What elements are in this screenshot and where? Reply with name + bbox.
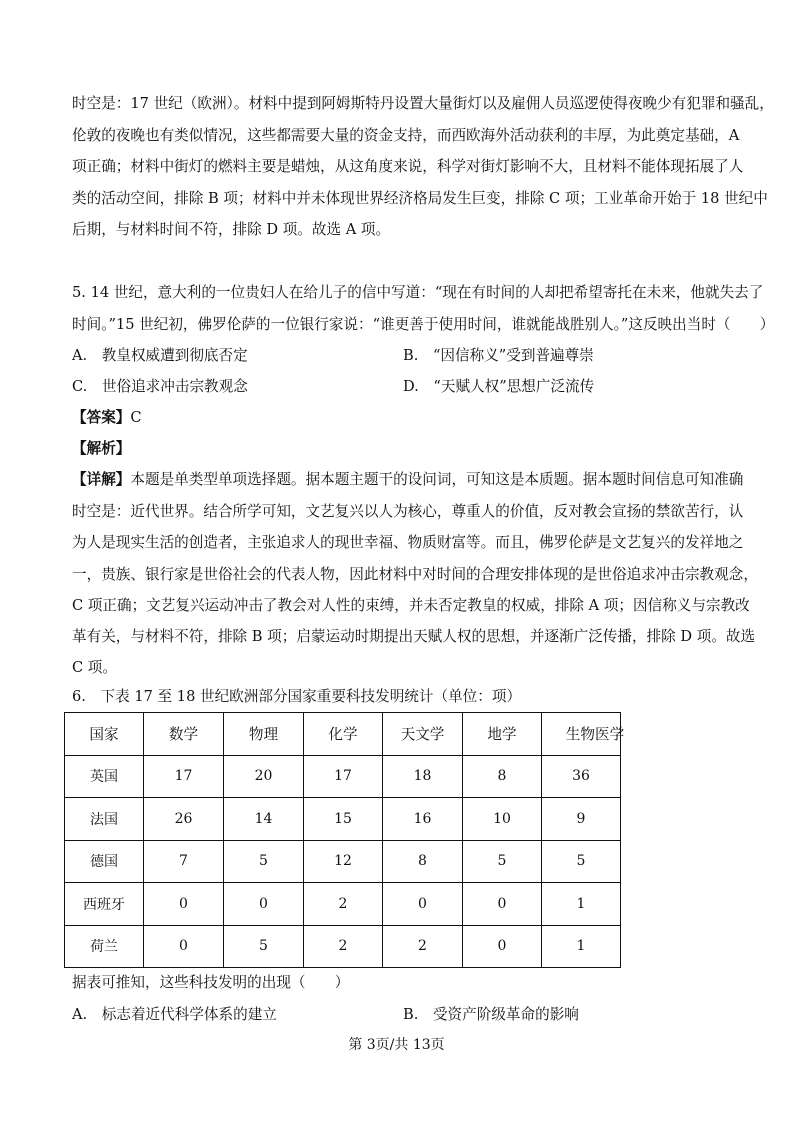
value-cell: 16 (383, 798, 463, 841)
q5-detail-line: C 项。 (72, 659, 117, 676)
q5-detail-line: 一，贵族、银行家是世俗社会的代表人物，因此材料中对时间的合理安排体现的是世俗追求冲击宗教观念， (72, 566, 758, 583)
q6-stem: 6. 下表 17 至 18 世纪欧洲部分国家重要科技发明统计（单位：项） (72, 688, 522, 705)
analysis-label: 【解析】 (72, 440, 131, 457)
q5-answer (72, 409, 142, 427)
table-row (65, 798, 621, 841)
value-cell: 14 (224, 798, 304, 841)
value-cell: 0 (463, 883, 542, 926)
header-cell (542, 713, 625, 756)
table-row (65, 925, 621, 968)
value-cell: 8 (463, 755, 542, 798)
answer-value: C (130, 409, 142, 426)
q5-stem-line: 5. 14 世纪，意大利的一位贵妇人在给儿子的信中写道：“现在有时间的人却把希望寄托在未来，他就失去了 (72, 284, 764, 301)
invention-stats-table (64, 712, 625, 968)
value-cell: 12 (304, 840, 383, 883)
value-cell: 0 (144, 925, 224, 968)
answer-label: 【答案】 (72, 409, 131, 426)
q5-detail-line (72, 471, 743, 489)
table-row (65, 883, 621, 926)
value-cell: 7 (144, 840, 224, 883)
header-cell: 化学 (304, 713, 383, 756)
table-row (65, 755, 621, 798)
detail-label: 【详解】 (72, 471, 131, 488)
country-cell: 英国 (65, 755, 144, 798)
q5-option-b: B. “因信称义”受到普遍尊崇 (403, 347, 594, 364)
header-cell: 物理 (224, 713, 304, 756)
table-header-row (65, 713, 621, 756)
page-footer: 第 3页/共 13页 (348, 1037, 445, 1053)
q6-question: 据表可推知，这些科技发明的出现（ ） (72, 974, 350, 991)
value-cell: 0 (224, 883, 304, 926)
header-cell: 国家 (65, 713, 144, 756)
value-cell: 20 (224, 755, 304, 798)
value-cell: 5 (224, 840, 304, 883)
q5-analysis-label (72, 440, 130, 458)
q5-stem-line: 时间。”15 世纪初，佛罗伦萨的一位银行家说：“谁更善于使用时间，谁就能战胜别人。”这反映出当时（ ） (72, 316, 775, 333)
detail-text: 本题是单类型单项选择题。据本题主题干的设问词，可知这是本质题。据本题时间信息可知准确 (130, 471, 744, 488)
value-cell: 18 (383, 755, 463, 798)
prev-analysis-line: 时空是：17 世纪（欧洲）。材料中提到阿姆斯特丹设置大量街灯以及雇佣人员巡逻使得夜晚少有犯罪和骚乱， (72, 95, 774, 112)
value-cell: 0 (463, 925, 542, 968)
header-cell-text: 生物医学 (565, 726, 625, 744)
q6-option-b: B. 受资产阶级革命的影响 (403, 1006, 579, 1023)
q5-detail-line: 时空是：近代世界。结合所学可知，文艺复兴以人为核心，尊重人的价值，反对教会宣扬的禁欲苦行，认 (72, 503, 744, 520)
value-cell: 10 (463, 798, 542, 841)
country-cell: 法国 (65, 798, 144, 841)
value-cell: 0 (144, 883, 224, 926)
q5-detail-line: 为人是现实生活的创造者，主张追求人的现世幸福、物质财富等。而且，佛罗伦萨是文艺复兴的发祥地之 (72, 534, 744, 551)
table-row (65, 840, 621, 883)
value-cell: 17 (304, 755, 383, 798)
value-cell: 1 (542, 883, 621, 926)
prev-analysis-line: 伦敦的夜晚也有类似情况，这些都需要大量的资金支持，而西欧海外活动获利的丰厚，为此奠定基础，A (72, 127, 740, 144)
q5-detail-line: C 项正确；文艺复兴运动冲击了教会对人性的束缚，并未否定教皇的权威，排除 A 项；因信称义与宗教改 (72, 597, 750, 614)
header-cell: 天文学 (383, 713, 463, 756)
header-cell: 地学 (463, 713, 542, 756)
value-cell: 15 (304, 798, 383, 841)
value-cell: 26 (144, 798, 224, 841)
q5-option-c: C. 世俗追求冲击宗教观念 (72, 378, 248, 395)
country-cell: 荷兰 (65, 925, 144, 968)
value-cell: 2 (383, 925, 463, 968)
value-cell: 9 (542, 798, 621, 841)
prev-analysis-line: 后期，与材料时间不符，排除 D 项。故选 A 项。 (72, 221, 391, 238)
country-cell: 德国 (65, 840, 144, 883)
value-cell: 5 (224, 925, 304, 968)
prev-analysis-line: 类的活动空间，排除 B 项；材料中并未体现世界经济格局发生巨变，排除 C 项；工业革命开始于 18 世纪中 (72, 190, 768, 207)
country-cell: 西班牙 (65, 883, 144, 926)
q6-option-a: A. 标志着近代科学体系的建立 (72, 1006, 277, 1023)
prev-analysis-line: 项正确；材料中街灯的燃料主要是蜡烛，从这角度来说，科学对街灯影响不大，且材料不能体现拓展了人 (72, 158, 744, 175)
q5-detail-line: 革有关，与材料不符，排除 B 项；启蒙运动时期提出天赋人权的思想，并逐渐广泛传播，排除 D 项。故选 (72, 628, 756, 645)
value-cell: 0 (383, 883, 463, 926)
value-cell: 36 (542, 755, 621, 798)
header-cell: 数学 (144, 713, 224, 756)
value-cell: 2 (304, 925, 383, 968)
value-cell: 2 (304, 883, 383, 926)
q5-option-d: D. “天赋人权”思想广泛流传 (403, 378, 595, 395)
q5-option-a: A. 教皇权威遭到彻底否定 (72, 347, 248, 364)
value-cell: 5 (463, 840, 542, 883)
value-cell: 8 (383, 840, 463, 883)
value-cell: 5 (542, 840, 621, 883)
value-cell: 17 (144, 755, 224, 798)
value-cell: 1 (542, 925, 621, 968)
